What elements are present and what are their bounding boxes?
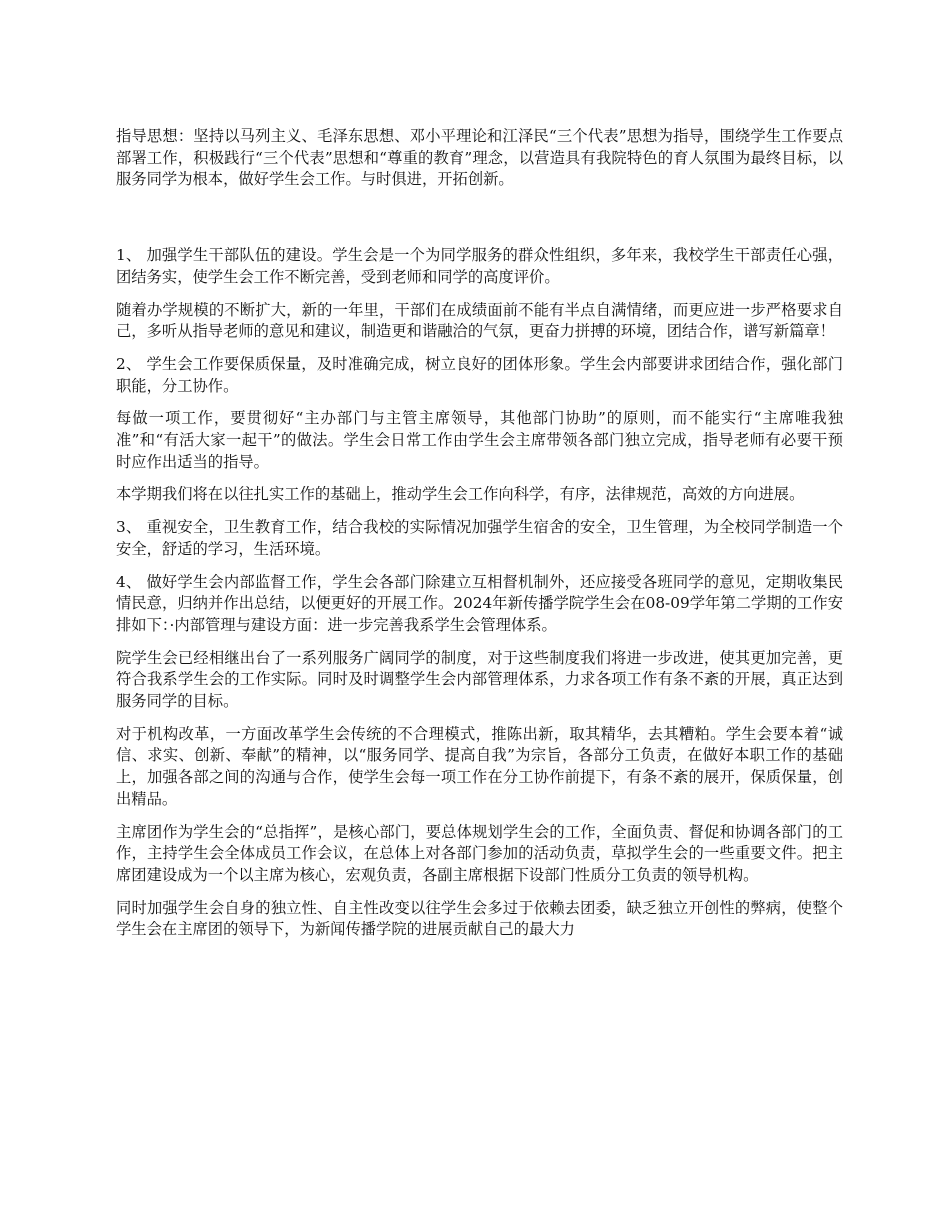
item-1-paragraph: 1、 加强学生干部队伍的建设。学生会是一个为同学服务的群众性组织，多年来，我校学生干部责任心强，团结务实，使学生会工作不断完善，受到老师和同学的高度评价。 — [116, 246, 843, 286]
item-2-paragraph: 2、 学生会工作要保质保量，及时准确完成，树立良好的团体形象。学生会内部要讲求团结合作，强化部门职能，分工协作。 — [116, 354, 843, 395]
document-body — [116, 126, 843, 952]
item-4-paragraph: 4、 做好学生会内部监督工作，学生会各部门除建立互相督机制外，还应接受各班同学的意见，定期收集民情民意，归纳并作出总结，以便更好的开展工作。2024年新传播学院学生会在08-09学年第二学期的工作安排如下：·内部管理与建设方面：进一步完善我系学生会管理体系。 — [116, 572, 843, 634]
body-paragraph: 主席团作为学生会的“总指挥”，是核心部门，要总体规划学生会的工作，全面负责、督促和协调各部门的工作，主持学生会全体成员工作会议，在总体上对各部门参加的活动负责，草拟学生会的一些重要文件。把主席团建设成为一个以主席为核心，宏观负责，各副主席根据下设部门性质分工负责的领导机构。 — [116, 822, 843, 884]
body-paragraph: 院学生会已经相继出台了一系列服务广阔同学的制度，对于这些制度我们将进一步改进，使其更加完善，更符合我系学生会的工作实际。同时及时调整学生会内部管理体系，力求各项工作有条不紊的开展，真正达到服务同学的目标。 — [116, 648, 843, 711]
body-paragraph: 对于机构改革，一方面改革学生会传统的不合理模式，推陈出新，取其精华，去其糟粕。学生会要本着“诚信、求实、创新、奉献”的精神，以“服务同学、提高自我”为宗旨，各部分工负责，在做好本职工作的基础上，加强各部之间的沟通与合作，使学生会每一项工作在分工协作前提下，有条不紊的展开，保质保量，创出精品。 — [116, 724, 843, 808]
body-paragraph: 本学期我们将在以往扎实工作的基础上，推动学生会工作向科学，有序，法律规范，高效的方向进展。 — [116, 485, 805, 504]
item-3-paragraph: 3、 重视安全，卫生教育工作，结合我校的实际情况加强学生宿舍的安全，卫生管理，为全校同学制造一个安全，舒适的学习，生活环境。 — [116, 518, 843, 558]
body-paragraph: 随着办学规模的不断扩大，新的一年里，干部们在成绩面前不能有半点自满情绪，而更应进一步严格要求自己，多听从指导老师的意见和建议，制造更和谐融洽的气氛，更奋力拼搏的环境，团结合作，谱写新篇章！ — [116, 300, 843, 341]
body-paragraph: 同时加强学生会自身的独立性、自主性改变以往学生会多过于依赖去团委，缺乏独立开创性的弊病，使整个学生会在主席团的领导下，为新闻传播学院的进展贡献自己的最大力 — [116, 898, 843, 939]
guiding-ideology-paragraph: 指导思想：坚持以马列主义、毛泽东思想、邓小平理论和江泽民“三个代表”思想为指导，围绕学生工作要点部署工作，积极践行“三个代表”思想和“尊重的教育”理念，以营造具有我院特色的育人氛围为最终目标，以服务同学为根本，做好学生会工作。与时俱进，开拓创新。 — [116, 127, 843, 189]
body-paragraph: 每做一项工作，要贯彻好“主办部门与主管主席领导，其他部门协助”的原则，而不能实行“主席唯我独准”和“有活大家一起干”的做法。学生会日常工作由学生会主席带领各部门独立完成，指导老师有必要干预时应作出适当的指导。 — [116, 409, 843, 471]
